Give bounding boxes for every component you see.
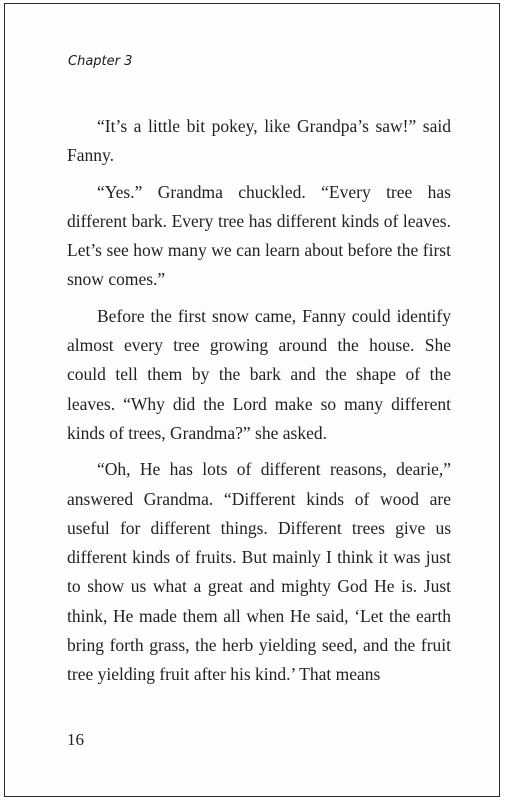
- body-text: [67, 112, 451, 697]
- paragraph-3: Before the first snow came, Fanny could identify almost every tree growing around the house. She could tell them by the bark and the shape of the leaves. “Why did the Lord make so many different kinds of trees, Grandma?” she asked.: [67, 305, 451, 443]
- book-page: [4, 3, 500, 797]
- paragraph-4: “Oh, He has lots of different reasons, dearie,” answered Grandma. “Different kinds of wood are useful for different things. Different trees give us different kinds of fruits. But mainly I think it was just to show us what a great and mighty God He is. Just think, He made them all when He said, ‘Let the earth bring forth grass, the herb yielding seed, and the fruit tree yielding fruit after his kind.’ That means: [67, 459, 451, 685]
- page-number: 16: [67, 730, 84, 749]
- paragraph-2: “Yes.” Grandma chuckled. “Every tree has different bark. Every tree has different kinds of leaves. Let’s see how many we can learn about before the first snow comes.”: [67, 181, 451, 290]
- chapter-heading: Chapter 3: [68, 54, 133, 69]
- paragraph-1: “It’s a little bit pokey, like Grandpa’s saw!” said Fanny.: [67, 116, 451, 166]
